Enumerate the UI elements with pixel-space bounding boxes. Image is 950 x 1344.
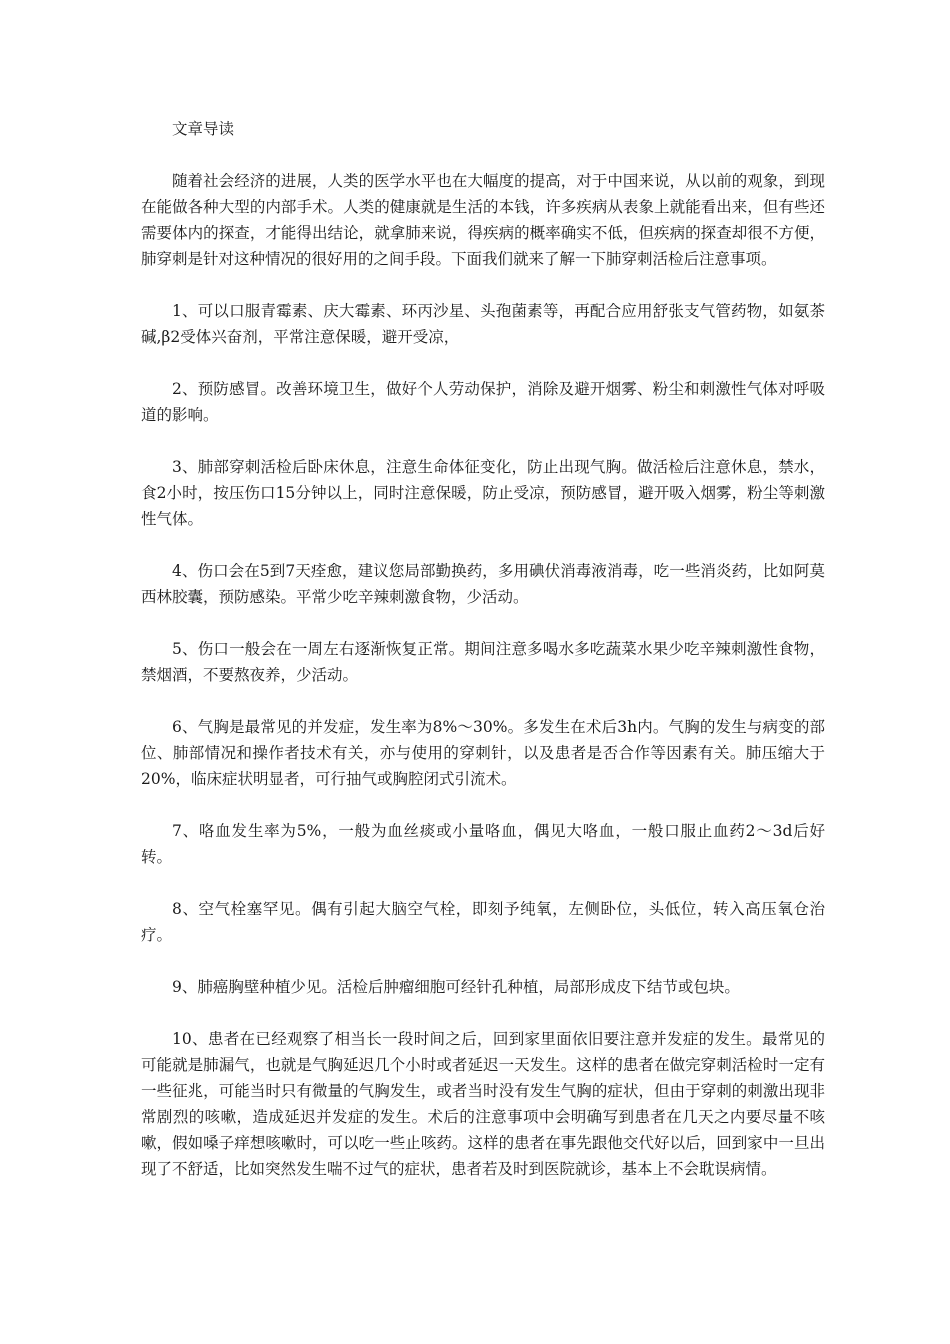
list-item-2: 2、预防感冒。改善环境卫生，做好个人劳动保护，消除及避开烟雾、粉尘和刺激性气体对呼吸道的影响。 (141, 380, 825, 424)
list-item-1: 1、可以口服青霉素、庆大霉素、环丙沙星、头孢菌素等，再配合应用舒张支气管药物，如氨茶碱,β2受体兴奋剂，平常注意保暖，避开受凉， (141, 302, 825, 346)
document-page (141, 116, 825, 1208)
article-heading: 文章导读 (172, 120, 235, 138)
list-item-5: 5、伤口一般会在一周左右逐渐恢复正常。期间注意多喝水多吃蔬菜水果少吃辛辣刺激性食物，禁烟酒，不要熬夜养，少活动。 (141, 640, 825, 684)
list-item-8: 8、空气栓塞罕见。偶有引起大脑空气栓，即刻予纯氧，左侧卧位，头低位，转入高压氧仓治疗。 (141, 900, 825, 944)
list-item-4: 4、伤口会在5到7天痊愈，建议您局部勤换药，多用碘伏消毒液消毒，吃一些消炎药，比如阿莫西林胶囊，预防感染。平常少吃辛辣刺激食物，少活动。 (141, 562, 825, 606)
list-item-3: 3、肺部穿刺活检后卧床休息，注意生命体征变化，防止出现气胸。做活检后注意休息，禁水，食2小时，按压伤口15分钟以上，同时注意保暖，防止受凉，预防感冒，避开吸入烟雾，粉尘等刺激性气体。 (141, 458, 825, 528)
list-item-7: 7、咯血发生率为5%，一般为血丝痰或小量咯血，偶见大咯血，一般口服止血药2～3d后好转。 (141, 822, 825, 866)
intro-paragraph: 随着社会经济的进展，人类的医学水平也在大幅度的提高，对于中国来说，从以前的观象，到现在能做各种大型的内部手术。人类的健康就是生活的本钱，许多疾病从表象上就能看出来，但有些还需要体内的探查，才能得出结论，就拿肺来说，得疾病的概率确实不低，但疾病的探查却很不方便，肺穿刺是针对这种情况的很好用的之间手段。下面我们就来了解一下肺穿刺活检后注意事项。 (141, 172, 825, 268)
list-item-10: 10、患者在已经观察了相当长一段时间之后，回到家里面依旧要注意并发症的发生。最常见的可能就是肺漏气，也就是气胸延迟几个小时或者延迟一天发生。这样的患者在做完穿刺活检时一定有一些征兆，可能当时只有微量的气胸发生，或者当时没有发生气胸的症状，但由于穿刺的刺激出现非常剧烈的咳嗽，造成延迟并发症的发生。术后的注意事项中会明确写到患者在几天之内要尽量不咳嗽，假如嗓子痒想咳嗽时，可以吃一些止咳药。这样的患者在事先跟他交代好以后，回到家中一旦出现了不舒适，比如突然发生喘不过气的症状，患者若及时到医院就诊，基本上不会耽误病情。 (141, 1030, 825, 1178)
list-item-9: 9、肺癌胸壁种植少见。活检后肿瘤细胞可经针孔种植，局部形成皮下结节或包块。 (172, 978, 740, 996)
list-item-6: 6、气胸是最常见的并发症，发生率为8%～30%。多发生在术后3h内。气胸的发生与病变的部位、肺部情况和操作者技术有关，亦与使用的穿刺针，以及患者是否合作等因素有关。肺压缩大于20%，临床症状明显者，可行抽气或胸腔闭式引流术。 (141, 718, 825, 788)
